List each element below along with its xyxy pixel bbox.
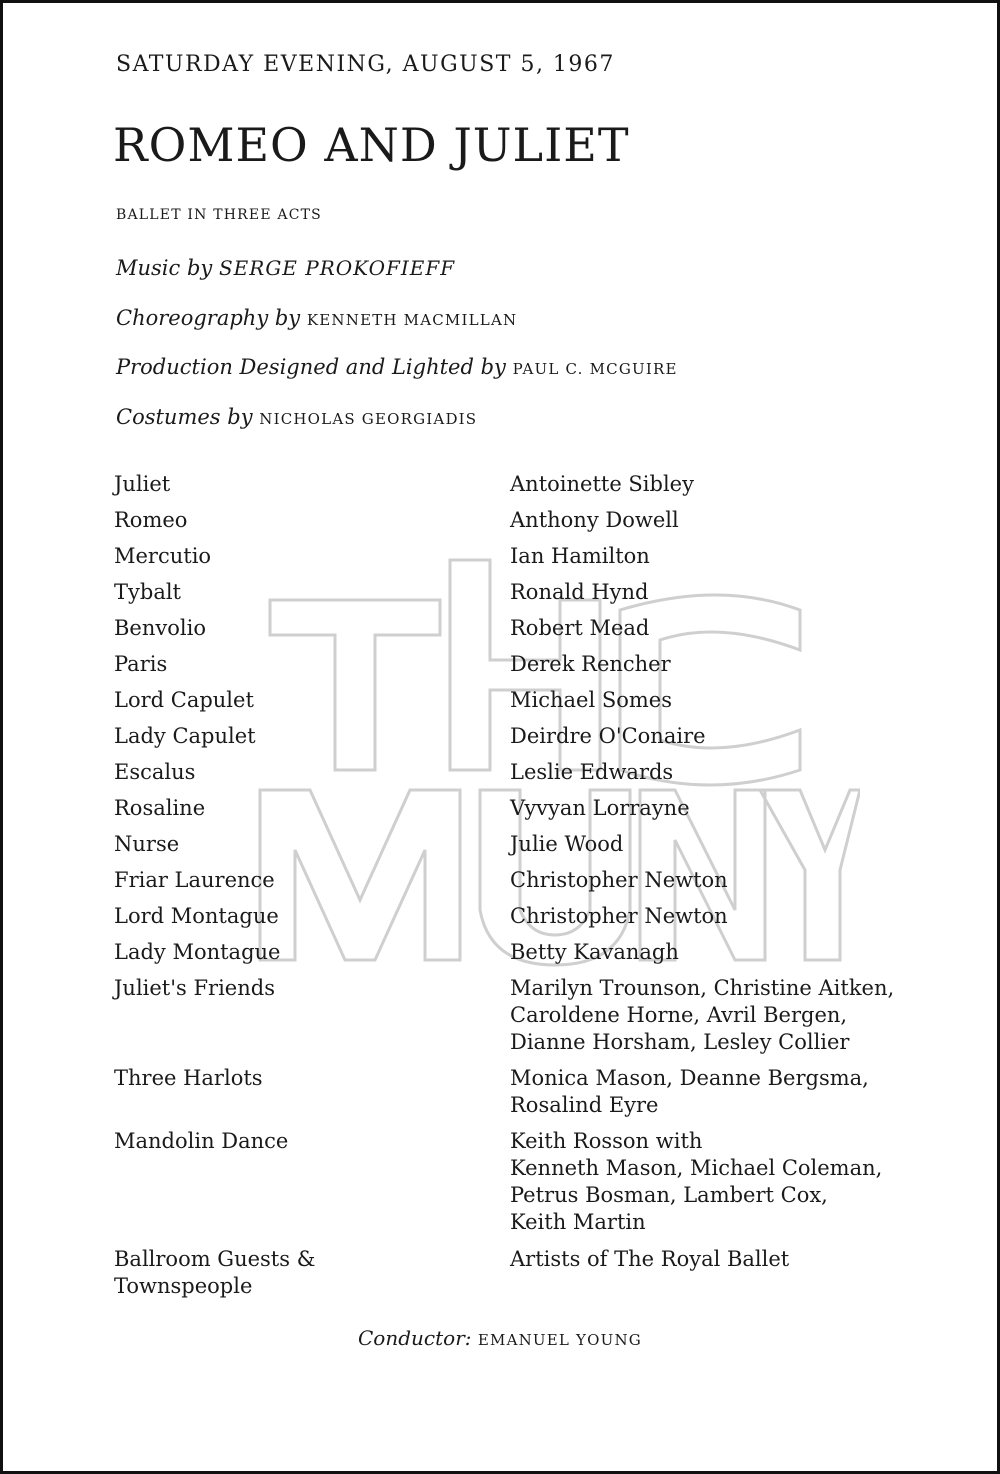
cast-actor: Robert Mead	[510, 616, 650, 640]
cast-actor: Ronald Hynd	[510, 580, 649, 604]
cast-role: Mandolin Dance	[114, 1129, 289, 1153]
conductor-line	[0, 1326, 1000, 1350]
cast-role: Mercutio	[114, 544, 212, 568]
cast-actor: Leslie Edwards	[510, 760, 674, 784]
page-title: ROMEO AND JULIET	[113, 118, 630, 172]
cast-role: Lord Montague	[114, 904, 279, 928]
credit-production	[116, 355, 678, 379]
cast-role: Paris	[114, 652, 168, 676]
cast-role: Lady Capulet	[114, 724, 256, 748]
credit-label: Music by	[116, 256, 213, 280]
conductor-label: Conductor:	[358, 1326, 472, 1350]
cast-actor: Deirdre O'Conaire	[510, 724, 706, 748]
credit-choreography	[116, 306, 517, 330]
cast-role: Three Harlots	[114, 1066, 263, 1090]
cast-role: Romeo	[114, 508, 188, 532]
cast-role: Nurse	[114, 832, 180, 856]
cast-role: Lord Capulet	[114, 688, 254, 712]
cast-role: Rosaline	[114, 796, 206, 820]
cast-actor: Antoinette Sibley	[510, 472, 694, 496]
cast-role: Lady Montague	[114, 940, 281, 964]
cast-role: Juliet	[114, 472, 171, 496]
cast-role: Juliet's Friends	[114, 976, 275, 1000]
cast-actor: Ian Hamilton	[510, 544, 650, 568]
cast-actor: Betty Kavanagh	[510, 940, 679, 964]
cast-actor: Julie Wood	[510, 832, 624, 856]
conductor-name: EMANUEL YOUNG	[477, 1331, 642, 1349]
cast-role: Benvolio	[114, 616, 206, 640]
credit-name: NICHOLAS GEORGIADIS	[259, 410, 478, 428]
cast-actor: Christopher Newton	[510, 904, 728, 928]
credit-name: KENNETH MACMILLAN	[306, 311, 518, 329]
credit-music	[116, 256, 455, 280]
credit-name: SERGE PROKOFIEFF	[218, 256, 456, 280]
cast-actor: Vyvyan Lorrayne	[510, 796, 690, 820]
credit-label: Costumes by	[116, 405, 253, 429]
cast-actor: Derek Rencher	[510, 652, 671, 676]
credit-costumes	[116, 405, 477, 429]
cast-actor: Keith Rosson with Kenneth Mason, Michael Coleman, Petrus Bosman, Lambert Cox, Keith Martin	[510, 1129, 883, 1234]
cast-actor: Anthony Dowell	[510, 508, 679, 532]
subtitle: BALLET IN THREE ACTS	[116, 207, 322, 223]
cast-actor: Monica Mason, Deanne Bergsma, Rosalind Eyre	[510, 1066, 869, 1117]
cast-role: Ballroom Guests & Townspeople	[114, 1247, 316, 1298]
date-line: SATURDAY EVENING, AUGUST 5, 1967	[116, 52, 615, 77]
cast-actor: Marilyn Trounson, Christine Aitken, Caroldene Horne, Avril Bergen, Dianne Horsham, Lesley Collier	[510, 976, 895, 1054]
cast-actor: Artists of The Royal Ballet	[510, 1247, 790, 1271]
credit-label: Choreography by	[116, 306, 301, 330]
cast-actor: Michael Somes	[510, 688, 672, 712]
credit-label: Production Designed and Lighted by	[116, 355, 506, 379]
cast-actor: Christopher Newton	[510, 868, 728, 892]
cast-role: Escalus	[114, 760, 196, 784]
cast-role: Tybalt	[114, 580, 181, 604]
credit-name: PAUL C. MCGUIRE	[512, 360, 678, 378]
cast-role: Friar Laurence	[114, 868, 275, 892]
